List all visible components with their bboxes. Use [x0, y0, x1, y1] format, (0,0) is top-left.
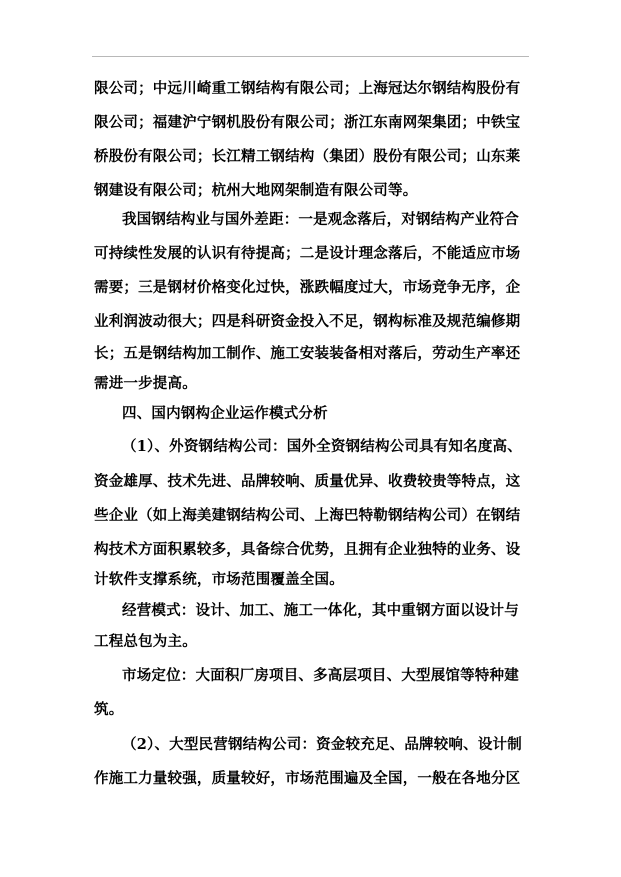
- text-line: 资金雄厚、技术先进、品牌较响、质量优异、收费较贵等特点，这: [94, 473, 521, 490]
- paragraph-first-line: 我国钢结构业与国外差距：一是观念落后，对钢结构产业符合: [122, 211, 519, 228]
- header-rule: [92, 56, 529, 57]
- paragraph-first-line: （2）、大型民营钢结构公司：资金较充足、品牌较响、设计制: [122, 736, 522, 753]
- text-line: 工程总包为主。: [94, 633, 197, 650]
- paragraph-first-line: （1）、外资钢结构公司：国外全资钢结构公司具有知名度高、: [122, 438, 522, 455]
- text-line: 些企业（如上海美建钢结构公司、上海巴特勒钢结构公司）在钢结: [94, 507, 521, 524]
- text-line: 筑。: [94, 701, 124, 718]
- text-line: 桥股份有限公司；长江精工钢结构（集团）股份有限公司；山东莱: [94, 148, 521, 165]
- text-line: 业利润波动很大；四是科研资金投入不足，钢构标准及规范编修期: [94, 313, 521, 330]
- text-line: 需要；三是钢材价格变化过快，涨跌幅度过大，市场竞争无序，企: [94, 279, 521, 296]
- text-line: 作施工力量较强，质量较好，市场范围遍及全国，一般在各地分区: [94, 770, 521, 787]
- text-line: 限公司；福建沪宁钢机股份有限公司；浙江东南网架集团；中铁宝: [94, 114, 521, 131]
- text-line: 钢建设有限公司；杭州大地网架制造有限公司等。: [94, 182, 418, 199]
- text-line: 计软件支撑系统，市场范围覆盖全国。: [94, 571, 344, 588]
- section-heading: 四、国内钢构企业运作模式分析: [122, 405, 328, 422]
- text-line: 构技术方面积累较多，具备综合优势，且拥有企业独特的业务、设: [94, 541, 521, 558]
- text-line: 可持续性发展的认识有待提高；二是设计理念落后，不能适应市场: [94, 245, 521, 262]
- text-line: 限公司；中远川崎重工钢结构有限公司；上海冠达尔钢结构股份有: [94, 80, 521, 97]
- paragraph-first-line: 市场定位：大面积厂房项目、多高层项目、大型展馆等特种建: [122, 667, 519, 684]
- text-line: 需进一步提高。: [94, 375, 197, 392]
- paragraph-first-line: 经营模式：设计、加工、施工一体化，其中重钢方面以设计与: [122, 602, 519, 619]
- text-line: 长；五是钢结构加工制作、施工安装装备相对落后，劳动生产率还: [94, 345, 521, 362]
